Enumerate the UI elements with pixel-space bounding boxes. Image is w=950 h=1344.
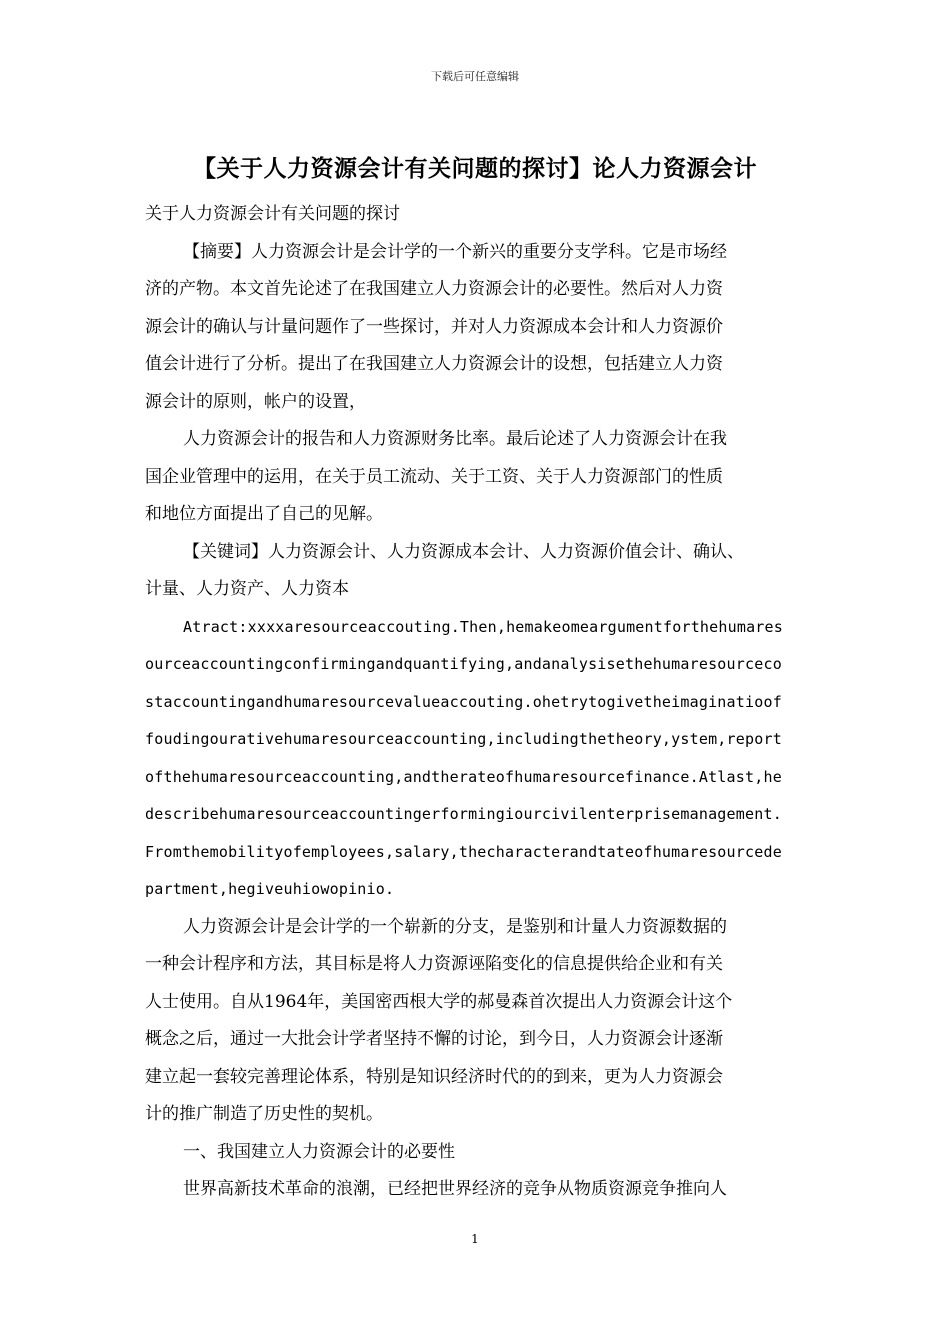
- text-line: 源会计的确认与计量问题作了一些探讨，并对人力资源成本会计和人力资源价: [145, 316, 723, 337]
- text-line: 世界高新技术革命的浪潮，已经把世界经济的竞争从物质资源竞争推向人: [183, 1179, 727, 1199]
- text-line: 计的推广制造了历史性的契机。: [145, 1104, 383, 1124]
- text-line: 值会计进行了分析。提出了在我国建立人力资源会计的设想，包括建立人力资: [145, 354, 723, 374]
- text-line: 源会计的原则，帐户的设置，: [145, 391, 366, 412]
- text-line: ourceaccountingconfirmingandquantifying,andanalysisethehumaresourceco: [145, 655, 782, 673]
- text-line: 【关键词】人力资源会计、人力资源成本会计、人力资源价值会计、确认、: [183, 541, 744, 562]
- text-line: 概念之后，通过一大批会计学者坚持不懈的讨论，到今日，人力资源会计逐渐: [145, 1029, 723, 1049]
- document-title: 【关于人力资源会计有关问题的探讨】论人力资源会计: [193, 155, 757, 182]
- text-line: Fromthemobilityofemployees,salary,thecharacterandtateofhumaresourcede: [145, 842, 782, 861]
- body-lines: [145, 234, 807, 1209]
- text-line: 人力资源会计是会计学的一个崭新的分支，是鉴别和计量人力资源数据的: [183, 916, 727, 937]
- text-line: 和地位方面提出了自己的见解。: [145, 504, 383, 524]
- text-line: 【摘要】人力资源会计是会计学的一个新兴的重要分支学科。它是市场经: [183, 241, 727, 262]
- text-line: foudingourativehumaresourceaccounting,includingthetheory,ystem,report: [145, 730, 782, 748]
- text-line: 济的产物。本文首先论述了在我国建立人力资源会计的必要性。然后对人力资: [145, 279, 723, 299]
- text-line: staccountingandhumaresourcevalueaccouting.ohetrytogivetheimaginatioof: [145, 692, 782, 711]
- text-line: 计量、人力资产、人力资本: [145, 579, 349, 599]
- document-body: [145, 196, 807, 1209]
- text-line: ofthehumaresourceaccounting,andtherateofhumaresourcefinance.Atlast,he: [145, 767, 782, 786]
- page-header: 下载后可任意编辑: [431, 70, 519, 83]
- text-line: partment,hegiveuhiowopinio.: [145, 880, 395, 898]
- page-number: 1: [471, 1232, 479, 1246]
- text-line: Atract:xxxxaresourceaccouting.Then,hemakeomeargumentforthehumares: [183, 617, 783, 636]
- text-line: 人士使用。自从1964年，美国密西根大学的郝曼森首次提出人力资源会计这个: [145, 991, 733, 1012]
- text-line: 建立起一套较完善理论体系，特别是知识经济时代的的到来，更为人力资源会: [145, 1066, 723, 1087]
- text-line: 人力资源会计的报告和人力资源财务比率。最后论述了人力资源会计在我: [183, 429, 727, 449]
- text-line: 国企业管理中的运用，在关于员工流动、关于工资、关于人力资源部门的性质: [145, 466, 723, 487]
- subtitle: 关于人力资源会计有关问题的探讨: [145, 204, 400, 224]
- text-line: 一种会计程序和方法，其目标是将人力资源诬陷变化的信息提供给企业和有关: [145, 954, 723, 974]
- text-line: 一、我国建立人力资源会计的必要性: [183, 1141, 455, 1162]
- text-line: describehumaresourceaccountingerformingiourcivilenterprisemanagement.: [145, 805, 782, 823]
